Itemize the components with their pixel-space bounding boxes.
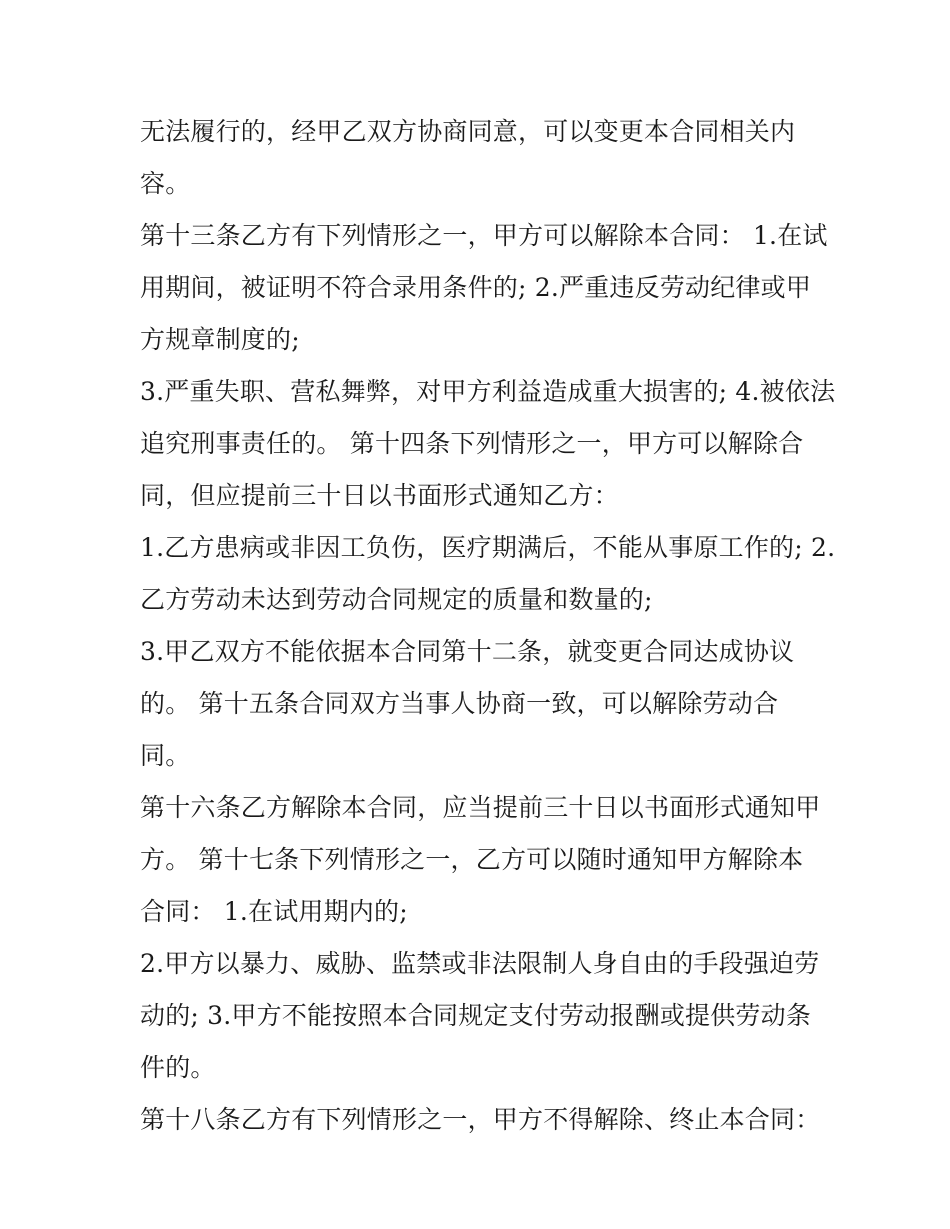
- text-line: 合同： 1.在试用期内的;: [140, 897, 408, 926]
- text-line: 的。 第十五条合同双方当事人协商一致，可以解除劳动合: [140, 689, 779, 718]
- text-line: 3.严重失职、营私舞弊，对甲方利益造成重大损害的; 4.被依法: [140, 377, 836, 406]
- text-line: 同，但应提前三十日以书面形式通知乙方：: [140, 481, 619, 510]
- text-line: 件的。: [140, 1053, 216, 1082]
- text-line: 无法履行的，经甲乙双方协商同意，可以变更本合同相关内: [140, 117, 796, 146]
- text-line: 动的; 3.甲方不能按照本合同规定支付劳动报酬或提供劳动条: [140, 1001, 812, 1030]
- document-body: [140, 106, 836, 1146]
- text-line: 用期间，被证明不符合录用条件的; 2.严重违反劳动纪律或甲: [140, 273, 812, 302]
- text-line: 乙方劳动未达到劳动合同规定的质量和数量的;: [140, 585, 653, 614]
- text-line: 1.乙方患病或非因工负伤，医疗期满后，不能从事原工作的; 2.: [140, 533, 836, 562]
- text-line: 第十八条乙方有下列情形之一，甲方不得解除、终止本合同：: [140, 1105, 821, 1134]
- text-line: 第十三条乙方有下列情形之一，甲方可以解除本合同： 1.在试: [140, 221, 828, 250]
- text-line: 追究刑事责任的。 第十四条下列情形之一，甲方可以解除合: [140, 429, 804, 458]
- text-line: 第十六条乙方解除本合同，应当提前三十日以书面形式通知甲: [140, 793, 821, 822]
- text-line: 同。: [140, 741, 191, 770]
- text-line: 方规章制度的;: [140, 325, 300, 354]
- text-line: 方。 第十七条下列情形之一，乙方可以随时通知甲方解除本: [140, 845, 804, 874]
- text-line: 容。: [140, 169, 191, 198]
- text-line: 3.甲乙双方不能依据本合同第十二条，就变更合同达成协议: [140, 637, 795, 666]
- text-line: 2.甲方以暴力、威胁、监禁或非法限制人身自由的手段强迫劳: [140, 949, 820, 978]
